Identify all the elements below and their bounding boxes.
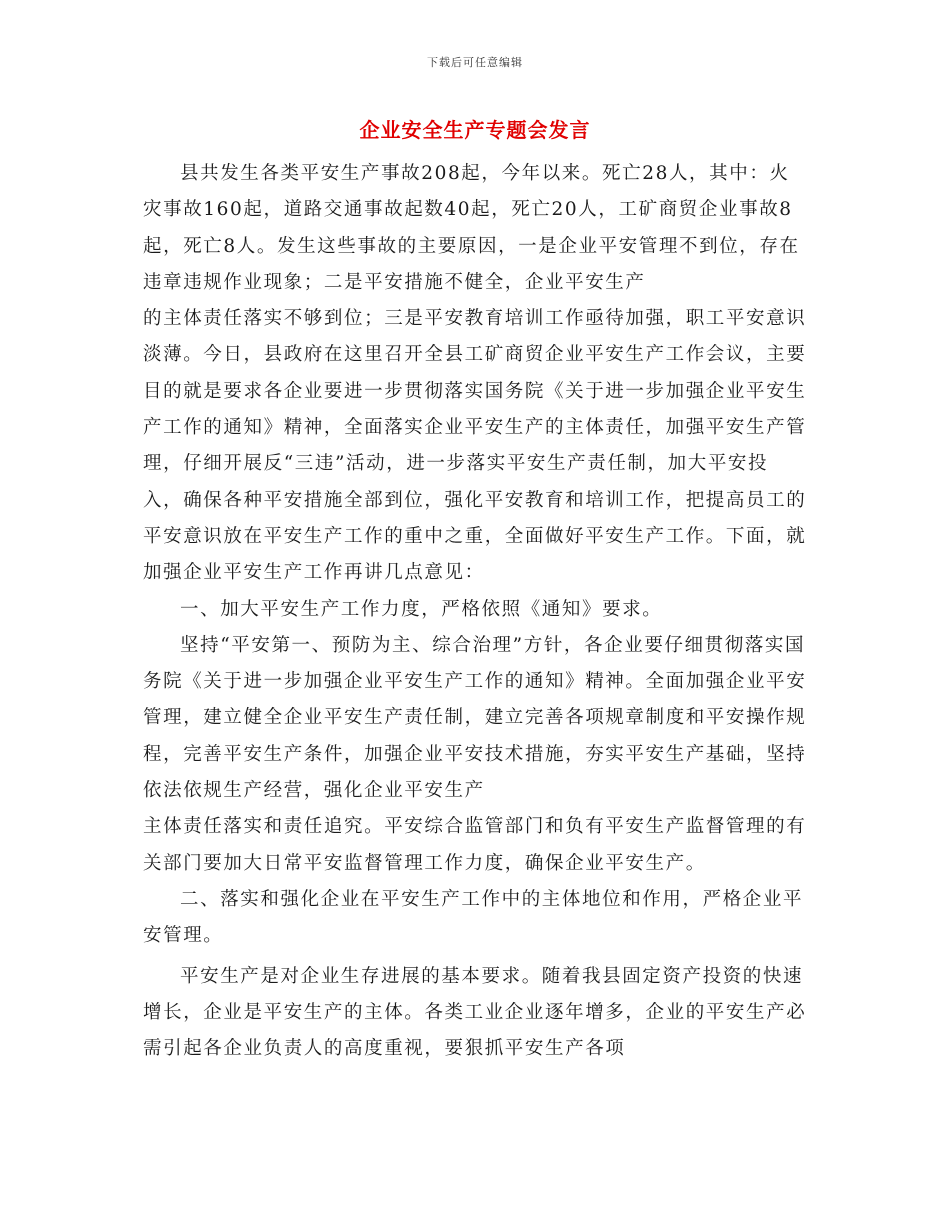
document-body — [143, 156, 808, 1067]
paragraph-section-2: 平安生产是对企业生存进展的基本要求。随着我县固定资产投资的快速增长，企业是平安生产的主体。各类工业企业逐年增多，企业的平安生产必需引起各企业负责人的高度重视，要狠抓平安生产各项 — [143, 965, 807, 1060]
paragraph-section-1: 坚持“平安第一、预防为主、综合治理”方针，各企业要仔细贯彻落实国务院《关于进一步加强企业平安生产工作的通知》精神。全面加强企业平安管理，建立健全企业平安生产责任制，建立完善各项规章制度和平安操作规程，完善平安生产条件，加强企业平安技术措施，夯实平安生产基础，坚持依法依规生产经营，强化企业平安生产 主体责任落实和责任追究。平安综合监管部门和负有平安生产监督管理的有关部门要加大日常平安监督管理工作力度，确保企业平安生产。 — [143, 634, 807, 874]
section-heading-2: 二、落实和强化企业在平安生产工作中的主体地位和作用，严格企业平安管理。 — [143, 888, 804, 947]
section-heading-1: 一、加大平安生产工作力度，严格依照《通知》要求。 — [180, 598, 663, 620]
page-header-note: 下载后可任意编辑 — [427, 56, 523, 69]
document-title: 企业安全生产专题会发言 — [359, 118, 591, 142]
paragraph-accident-summary: 县共发生各类平安生产事故208起，今年以来。死亡28人，其中：火灾事故160起，道路交通事故起数40起，死亡20人，工矿商贸企业事故8起，死亡8人。发生这些事故的主要原因，一是企业平安管理不到位，存在违章违规作业现象；二是平安措施不健全，企业平安生产 的主体责任落实不够到位；三是平安教育培训工作亟待加强，职工平安意识淡薄。今日，县政府在这里召开全县工矿商贸企业平安生产工作会议，主要目的就是要求各企业要进一步贯彻落实国务院《关于进一步加强企业平安生产工作的通知》精神，全面落实企业平安生产的主体责任，加强平安生产管理，仔细开展反“三违”活动，进一步落实平安生产责任制，加大平安投入，确保各种平安措施全部到位，强化平安教育和培训工作，把提高员工的平安意识放在平安生产工作的重中之重，全面做好平安生产工作。下面，就加强企业平安生产工作再讲几点意见： — [143, 163, 807, 584]
